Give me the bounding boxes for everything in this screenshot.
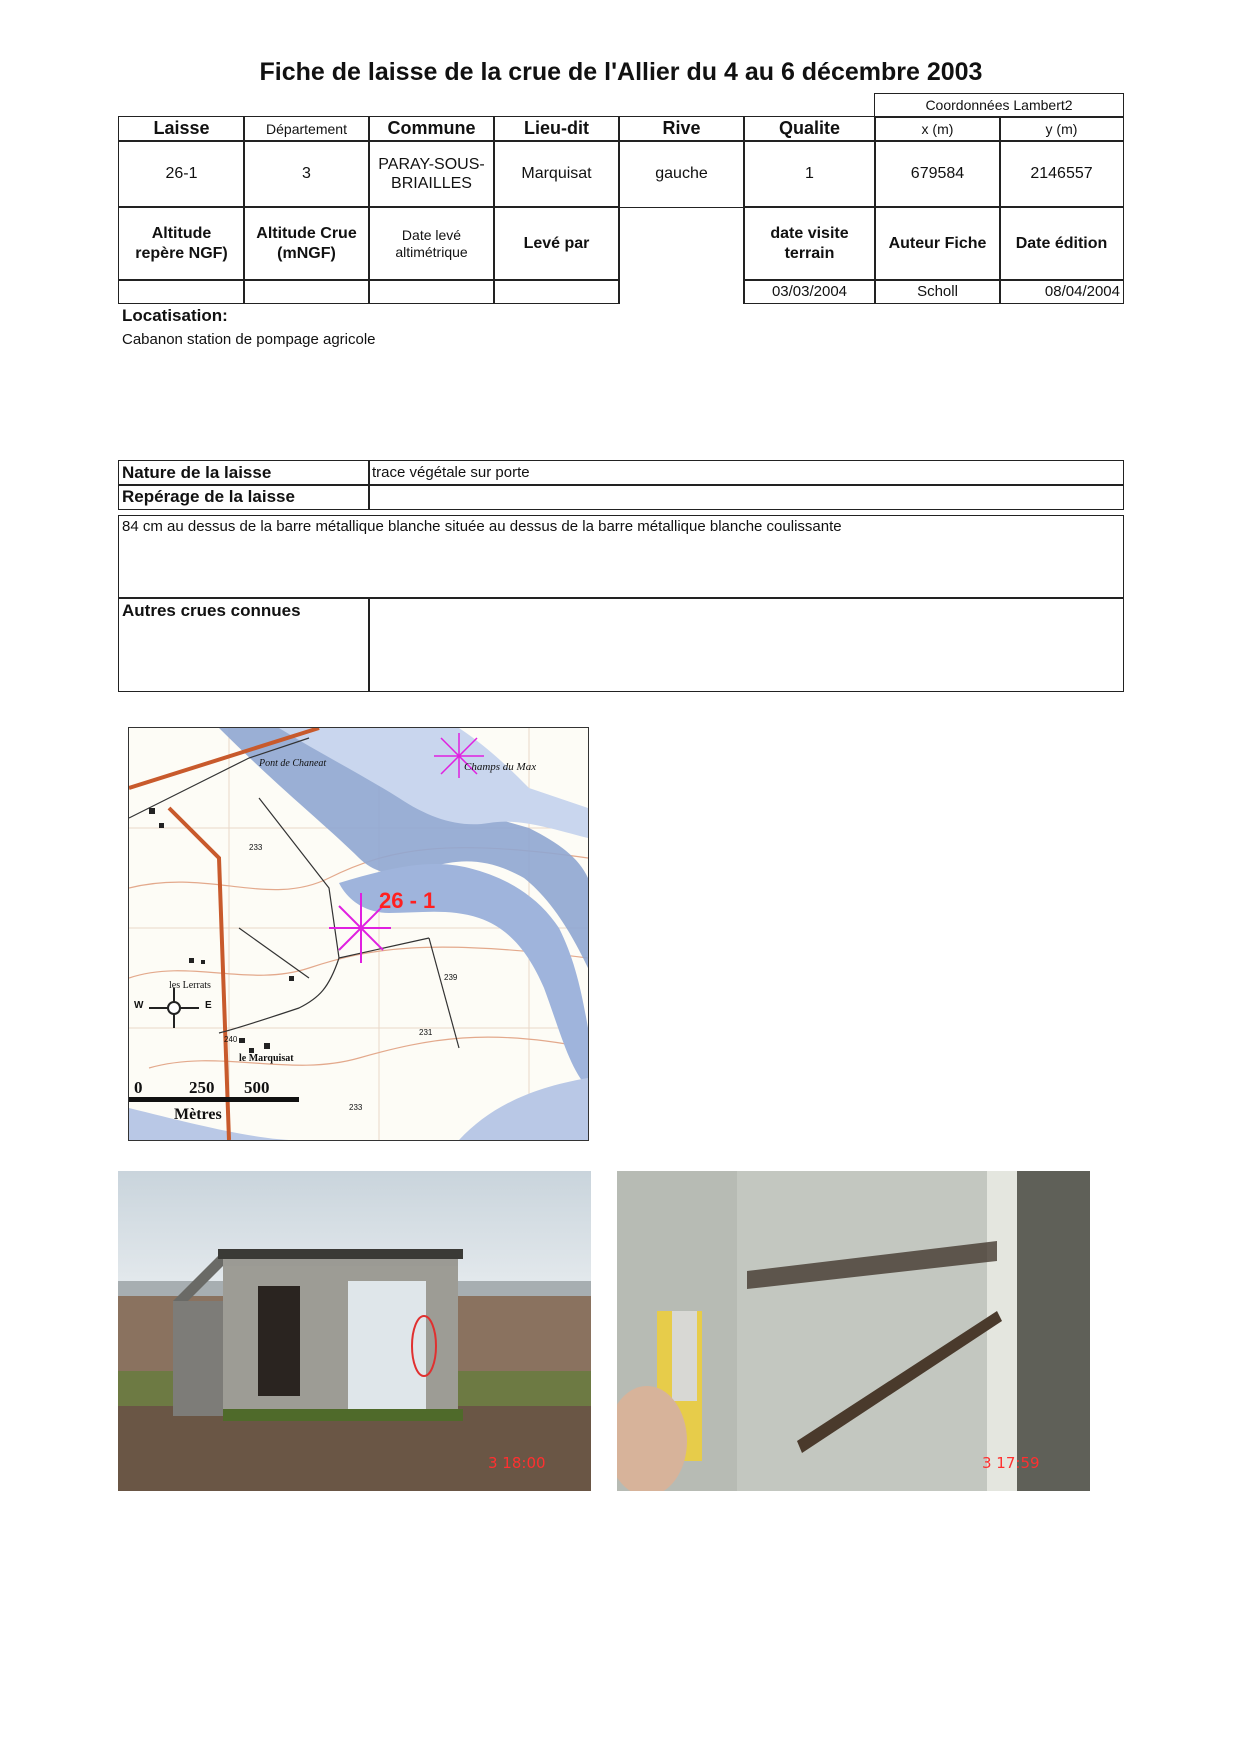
header-qualite: Qualite — [743, 116, 876, 142]
scale-500: 500 — [244, 1078, 270, 1097]
compass-east: E — [205, 1000, 212, 1011]
map-label-pont: Pont de Chaneat — [259, 758, 327, 769]
altitude-crue-line-2: (mNGF) — [277, 244, 336, 262]
header-date-visite — [743, 206, 876, 281]
cabanon-graphic — [118, 1171, 591, 1491]
reperage-label: Repérage de la laisse — [118, 484, 370, 510]
altitude-line-2: repère NGF) — [135, 244, 228, 262]
scale-250: 250 — [189, 1078, 215, 1097]
map-spot-233a: 233 — [249, 843, 263, 852]
topographic-map — [128, 727, 589, 1141]
commune-line-1: PARAY-SOUS- — [378, 155, 485, 173]
map-label-champs: Champs du Max — [464, 761, 537, 773]
autres-crues-label: Autres crues connues — [118, 597, 370, 692]
map-label-marquisat: le Marquisat — [239, 1053, 294, 1064]
value-laisse: 26-1 — [118, 140, 245, 208]
header-x: x (m) — [874, 116, 1001, 142]
reperage-value — [368, 484, 1124, 510]
photo-left-timestamp: 3 18:00 — [488, 1454, 546, 1472]
altitude-crue-line-1: Altitude Crue — [256, 225, 357, 243]
map-label-lerrats: les Lerrats — [169, 980, 211, 991]
date-visite-line-1: date visite — [770, 225, 849, 243]
header-date-leve — [368, 206, 495, 281]
scale-metres: Mètres — [174, 1106, 222, 1123]
value-altitude-crue — [243, 279, 370, 304]
value-y: 2146557 — [999, 140, 1124, 208]
date-leve-line-1: Date levé — [401, 226, 462, 243]
altitude-line-1: Altitude — [151, 225, 212, 243]
door-detail-graphic — [617, 1171, 1090, 1491]
map-spot-239: 239 — [444, 973, 458, 982]
autres-crues-value — [368, 597, 1124, 692]
header-lieu-dit: Lieu-dit — [493, 116, 620, 142]
value-date-leve — [368, 279, 495, 304]
localisation-label: Locatisation: — [122, 306, 228, 325]
value-departement: 3 — [243, 140, 370, 208]
date-leve-line-2: altimétrique — [395, 243, 468, 260]
photo-cabanon — [118, 1171, 591, 1491]
value-date-visite: 03/03/2004 — [743, 279, 876, 304]
map-marker-label: 26 - 1 — [379, 888, 436, 913]
value-date-edition: 08/04/2004 — [999, 279, 1124, 304]
value-altitude — [118, 279, 245, 304]
value-qualite: 1 — [743, 140, 876, 208]
value-rive: gauche — [618, 140, 745, 208]
photo-door-detail — [617, 1171, 1090, 1491]
compass-west: W — [134, 1000, 144, 1011]
value-commune — [368, 140, 495, 208]
page-title: Fiche de laisse de la crue de l'Allier du 4 au 6 décembre 2003 — [259, 58, 983, 86]
header-altitude-crue — [243, 206, 370, 281]
header-date-edition: Date édition — [999, 206, 1124, 281]
localisation-text: Cabanon station de pompage agricole — [122, 331, 376, 348]
value-auteur-fiche: Scholl — [874, 279, 1001, 304]
header-departement: Département — [243, 116, 370, 142]
nature-value: trace végétale sur porte — [368, 460, 1124, 486]
date-visite-line-2: terrain — [784, 244, 835, 262]
scale-zero: 0 — [134, 1078, 143, 1097]
header-leve-par: Levé par — [493, 206, 620, 281]
header-y: y (m) — [999, 116, 1124, 142]
nature-label: Nature de la laisse — [118, 460, 370, 486]
value-lieu-dit: Marquisat — [493, 140, 620, 208]
map-spot-233b: 233 — [349, 1103, 363, 1112]
value-x: 679584 — [874, 140, 1001, 208]
value-leve-par — [493, 279, 620, 304]
lambert-header: Coordonnées Lambert2 — [874, 93, 1124, 118]
commune-line-2: BRIAILLES — [391, 175, 472, 192]
photo-right-timestamp: 3 17:59 — [982, 1454, 1040, 1472]
header-altitude — [118, 206, 245, 281]
header-laisse: Laisse — [118, 116, 245, 142]
map-spot-240: 240 — [224, 1035, 238, 1044]
blank-cell — [618, 206, 745, 304]
header-commune: Commune — [368, 116, 495, 142]
map-spot-231: 231 — [419, 1028, 433, 1037]
header-rive: Rive — [618, 116, 745, 142]
header-auteur-fiche: Auteur Fiche — [874, 206, 1001, 281]
reperage-description: 84 cm au dessus de la barre métallique blanche située au dessus de la barre métallique blanche coulissante — [118, 515, 1124, 599]
